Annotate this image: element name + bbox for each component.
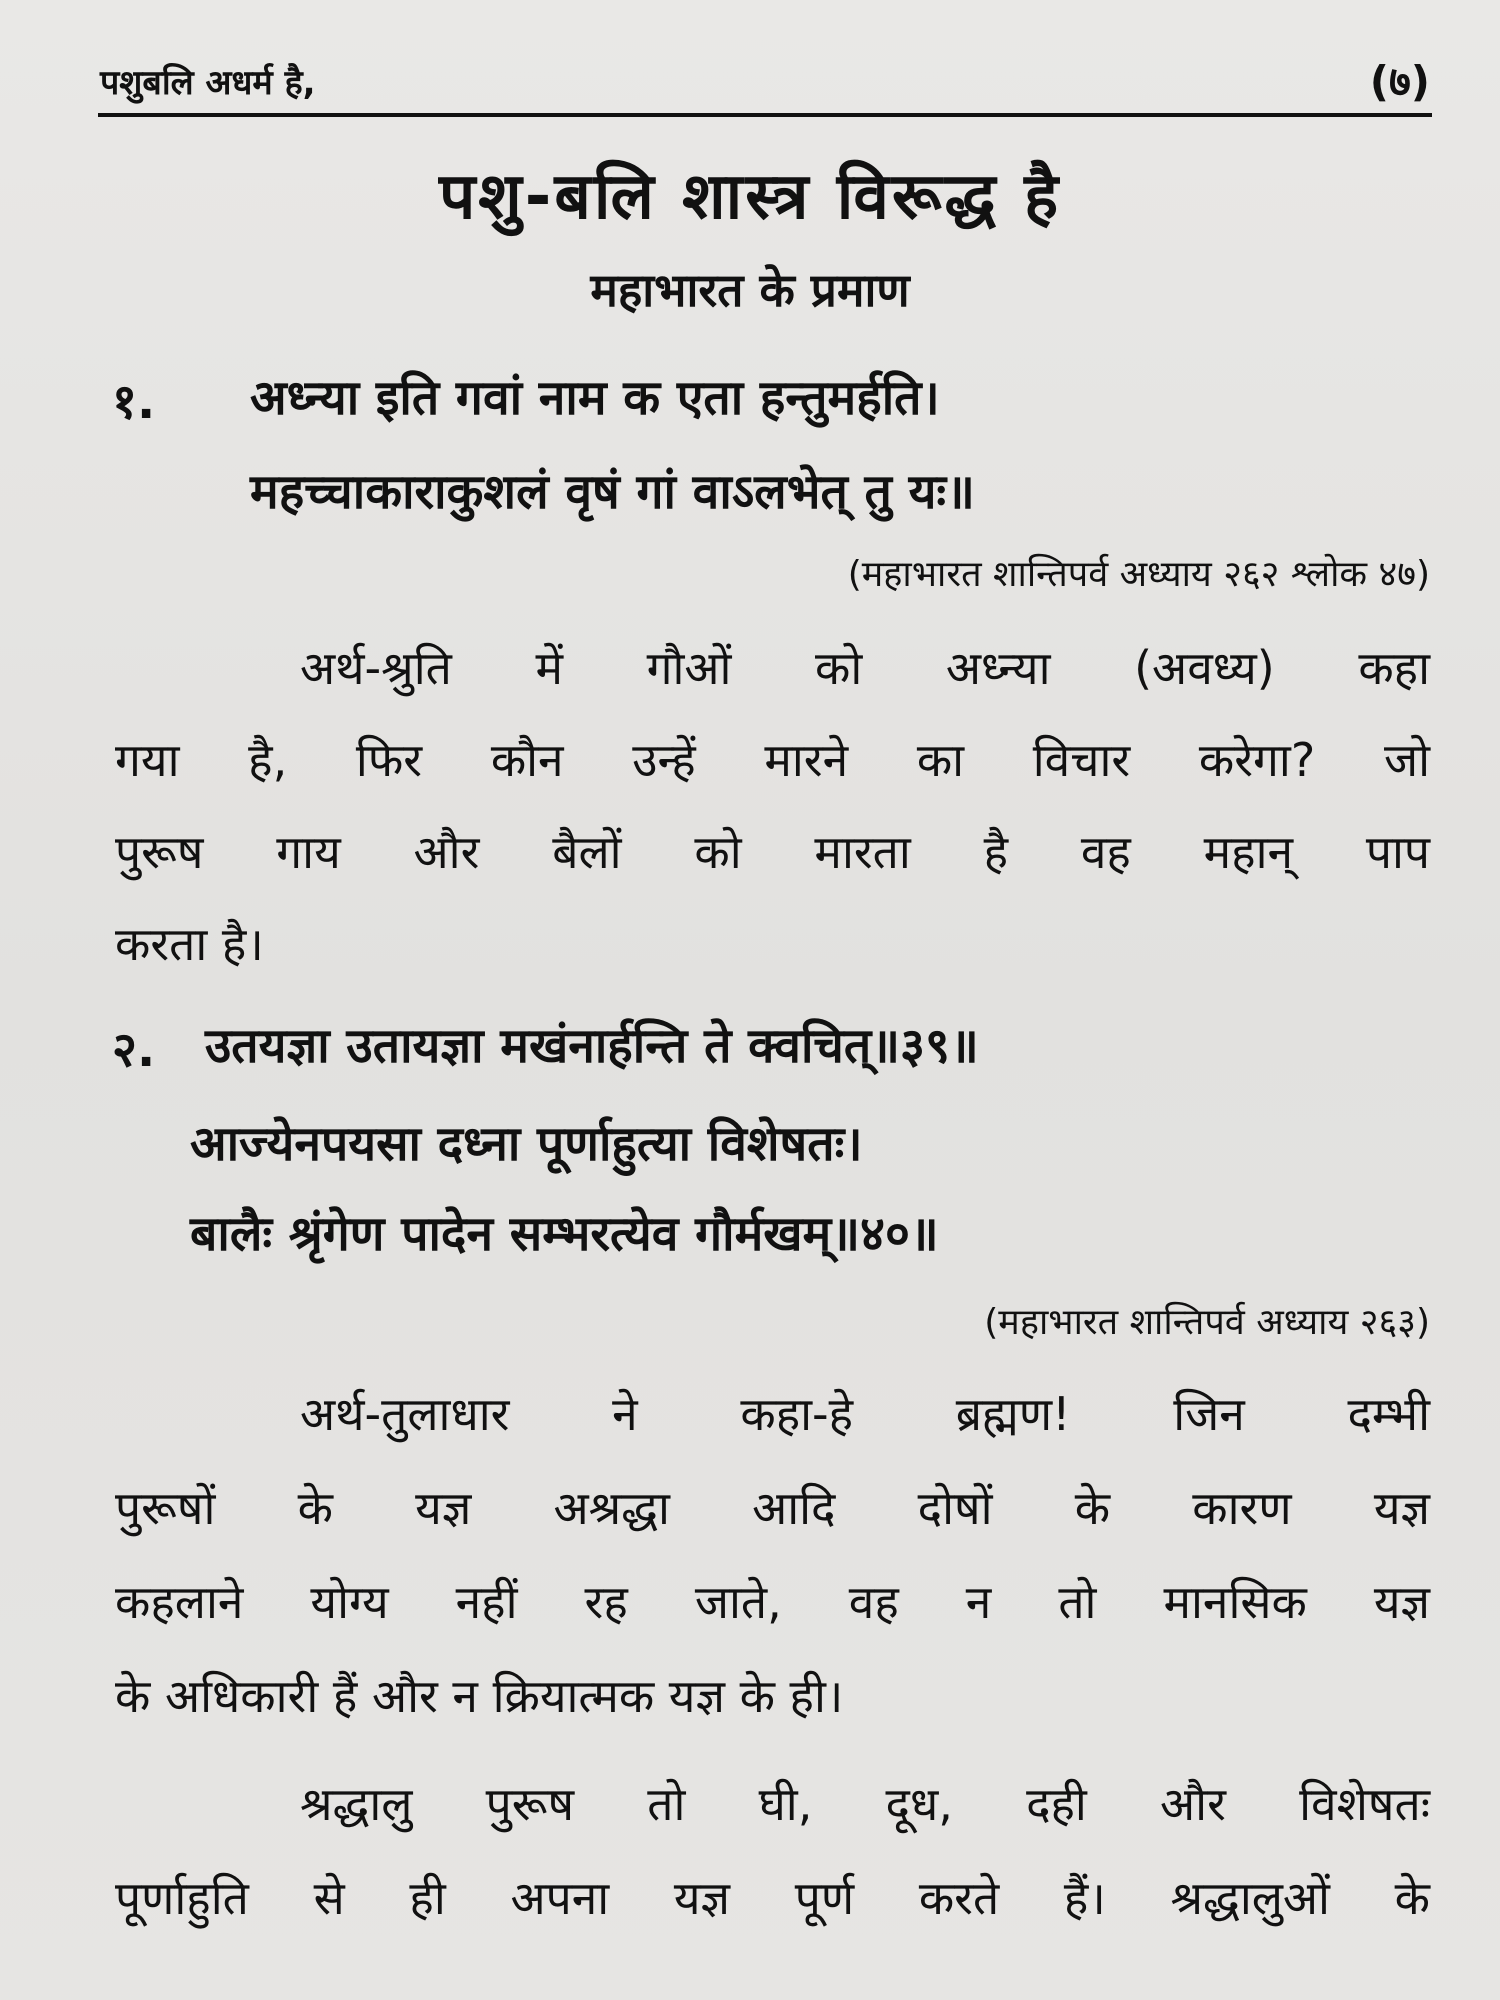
verse-line: आज्येनपयसा दध्ना पूर्णाहुत्या विशेषतः। [190,1116,863,1172]
paragraph-line: गया है, फिर कौन उन्हें मारने का विचार करेगा? जो [115,733,1430,787]
page-header [100,52,1430,112]
page-number: (७) [1369,57,1430,106]
paragraph-line: पूर्णाहुति से ही अपना यज्ञ पूर्ण करते हैं। श्रद्धालुओं के [115,1871,1430,1925]
running-head: पशुबलि अधर्म है, [100,63,316,103]
header-rule [98,113,1432,117]
verse-line: उतयज्ञा उतायज्ञा मखंनार्हन्ति ते क्वचित्॥३९॥ [205,1018,979,1074]
paragraph-line: कहलाने योग्य नहीं रह जाते, वह न तो मानसिक यज्ञ [115,1575,1430,1629]
paragraph-line: के अधिकारी हैं और न क्रियात्मक यज्ञ के ही। [115,1669,844,1723]
verse-number: १. [112,374,156,430]
verse-source: (महाभारत शान्तिपर्व अध्याय २६२ श्लोक ४७) [847,554,1430,595]
paragraph-line: श्रद्धालु पुरूष तो घी, दूध, दही और विशेषतः [300,1777,1430,1831]
paragraph-line: पुरूष गाय और बैलों को मारता है वह महान् पाप [115,825,1430,879]
verse-line: बालैः श्रृंगेण पादेन सम्भरत्येव गौर्मखम्॥४०॥ [190,1206,939,1262]
verse-line: महच्चाकाराकुशलं वृषं गां वाऽलभेत् तु यः॥ [250,464,975,520]
verse-number: २. [112,1022,156,1078]
section-subtitle: महाभारत के प्रमाण [590,263,910,317]
paragraph-line: करता है। [115,917,264,971]
chapter-title: पशु-बलि शास्त्र विरूद्ध है [438,160,1062,234]
verse-source: (महाभारत शान्तिपर्व अध्याय २६३) [984,1302,1430,1343]
paragraph-line: अर्थ-श्रुति में गौओं को अध्न्या (अवध्य) कहा [300,641,1430,695]
paragraph-line: पुरूषों के यज्ञ अश्रद्धा आदि दोषों के कारण यज्ञ [115,1481,1430,1535]
paragraph-line: अर्थ-तुलाधार ने कहा-हे ब्रह्मण! जिन दम्भी [300,1387,1430,1441]
verse-line: अध्न्या इति गवां नाम क एता हन्तुमर्हति। [250,370,940,426]
